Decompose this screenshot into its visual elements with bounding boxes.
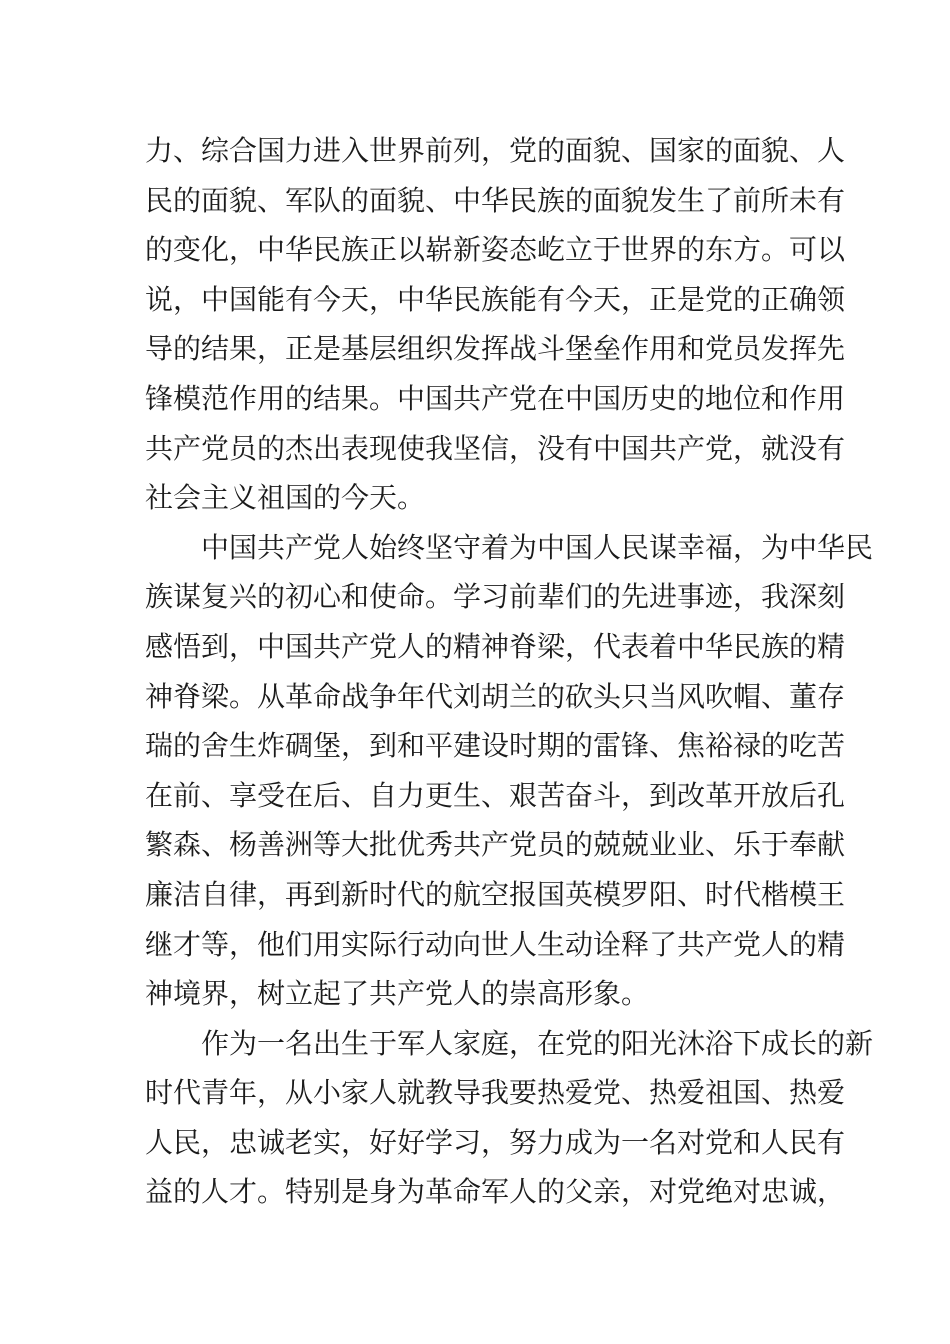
text-line: 说，中国能有今天，中华民族能有今天，正是党的正确领 — [145, 282, 846, 316]
text-line: 瑞的舍生炸碉堡，到和平建设时期的雷锋、焦裕禄的吃苦 — [145, 729, 846, 763]
text-line: 时代青年，从小家人就教导我要热爱党、热爱祖国、热爱 — [145, 1076, 846, 1110]
text-line: 神境界，树立起了共产党人的崇高形象。 — [145, 977, 650, 1011]
body-text — [145, 126, 874, 1217]
text-line: 人民，忠诚老实，好好学习，努力成为一名对党和人民有 — [145, 1125, 846, 1159]
text-line: 导的结果，正是基层组织发挥战斗堡垒作用和党员发挥先 — [145, 332, 846, 366]
text-line: 的变化，中华民族正以崭新姿态屹立于世界的东方。可以 — [145, 233, 846, 267]
text-line: 族谋复兴的初心和使命。学习前辈们的先进事迹，我深刻 — [145, 580, 846, 614]
text-line: 中国共产党人始终坚守着为中国人民谋幸福，为中华民 — [145, 530, 874, 564]
text-line: 锋模范作用的结果。中国共产党在中国历史的地位和作用 — [145, 381, 846, 415]
text-line: 继才等，他们用实际行动向世人生动诠释了共产党人的精 — [145, 927, 846, 961]
text-line: 在前、享受在后、自力更生、艰苦奋斗，到改革开放后孔 — [145, 778, 846, 812]
text-line: 感悟到，中国共产党人的精神脊梁，代表着中华民族的精 — [145, 629, 846, 663]
text-line: 神脊梁。从革命战争年代刘胡兰的砍头只当风吹帽、董存 — [145, 679, 846, 713]
text-line: 社会主义祖国的今天。 — [145, 481, 426, 515]
text-line: 繁森、杨善洲等大批优秀共产党员的兢兢业业、乐于奉献 — [145, 828, 846, 862]
text-line: 廉洁自律，再到新时代的航空报国英模罗阳、时代楷模王 — [145, 877, 846, 911]
text-line: 作为一名出生于军人家庭，在党的阳光沐浴下成长的新 — [145, 1026, 874, 1060]
text-line: 共产党员的杰出表现使我坚信，没有中国共产党，就没有 — [145, 431, 846, 465]
text-line: 力、综合国力进入世界前列，党的面貌、国家的面貌、人 — [145, 134, 846, 167]
text-line: 益的人才。特别是身为革命军人的父亲，对党绝对忠诚， — [145, 1175, 846, 1209]
text-line: 民的面貌、军队的面貌、中华民族的面貌发生了前所未有 — [145, 183, 846, 217]
